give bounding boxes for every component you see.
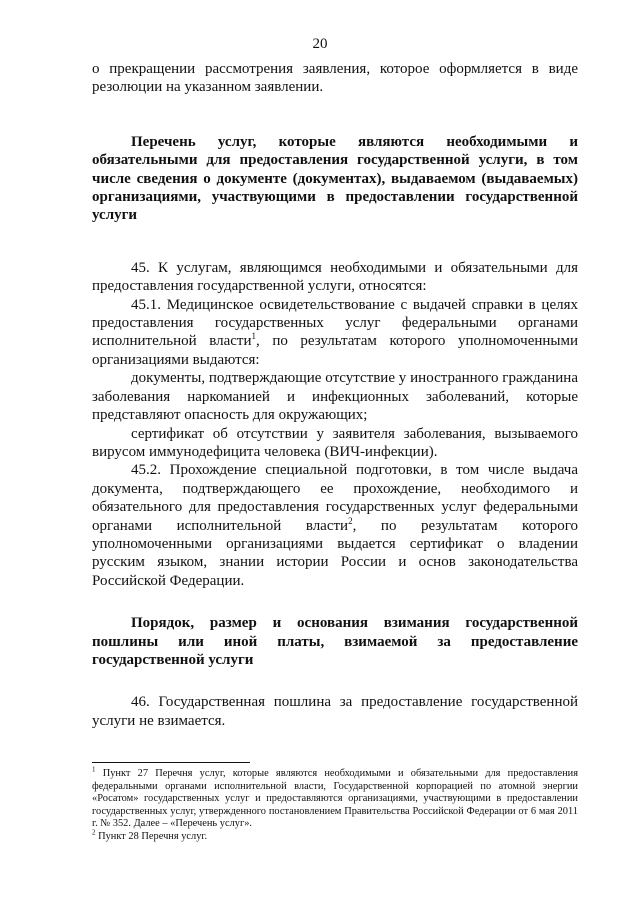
footnote-ref-2: 2 bbox=[348, 515, 353, 526]
paragraph-45-1-certificate: сертификат об отсутствии у заявителя заболевания, вызываемого вирусом иммунодефицита человека (ВИЧ-инфекции). bbox=[92, 425, 578, 460]
footnote-divider bbox=[92, 762, 250, 763]
paragraph-45: 45. К услугам, являющимся необходимыми и обязательными для предоставления государственной услуги, относятся: bbox=[92, 259, 578, 295]
footnote-2-text: Пункт 28 Перечня услуг. bbox=[98, 830, 208, 842]
footnote-1-text: Пункт 27 Перечня услуг, которые являются необходимыми и обязательными для предоставления федеральными органами исполнительной власти, Государственной корпорацией по атомной энергии «Росатом» государственных услуг и предоставляются организациями, участвующими в предоставлении государственных услуг, утвержденного постановлением Правительства Российской Федерации от 6 мая 2011 г. № 352. Далее – «Перечень услуг». bbox=[92, 768, 578, 830]
paragraph-45-1-text-cont: , по результатам которого уполномоченными организациями выдаются: bbox=[92, 333, 578, 368]
footnote-1 bbox=[92, 765, 578, 831]
paragraph-46: 46. Государственная пошлина за предоставление государственной услуги не взимается. bbox=[92, 694, 578, 729]
document-body bbox=[92, 60, 578, 730]
footnotes bbox=[92, 765, 578, 844]
page-number: 20 bbox=[312, 36, 328, 52]
footnote-2 bbox=[92, 828, 578, 844]
paragraph-continuation: о прекращении рассмотрения заявления, которое оформляется в виде резолюции на указанном заявлении. bbox=[92, 61, 578, 96]
paragraph-45-1 bbox=[92, 296, 578, 370]
footnote-ref-1: 1 bbox=[251, 331, 256, 342]
paragraph-45-2 bbox=[92, 461, 578, 590]
paragraph-45-2-text: 45.2. Прохождение специальной подготовки, в том числе выдача документа, подтверждающего ее прохождение, необходимого и обязательного для предоставления государственных услуг федеральными органами исполнительной власти bbox=[92, 462, 578, 534]
section-heading-services: Перечень услуг, которые являются необходимыми и обязательными для предоставления государственной услуги, в том числе сведения о документе (документах), выдаваемом (выдаваемых) организациями, участвующими в предоставлении государственной услуги bbox=[92, 133, 578, 224]
paragraph-45-2-text-cont: , по результатам которого уполномоченными организациями выдается сертификат о владении русским языком, знании истории России и основ законодательства Российской Федерации. bbox=[92, 517, 579, 589]
footnote-2-mark: 2 bbox=[92, 828, 96, 837]
paragraph-45-1-text: 45.1. Медицинское освидетельствование с выдачей справки в целях предоставления государственных услуг федеральными органами исполнительной власти bbox=[92, 296, 578, 350]
section-heading-fee: Порядок, размер и основания взимания государственной пошлины или иной платы, взимаемой за предоставление государственной услуги bbox=[92, 615, 578, 668]
footnote-1-mark: 1 bbox=[92, 765, 96, 774]
paragraph-45-1-documents: документы, подтверждающие отсутствие у иностранного гражданина заболевания наркоманией и инфекционных заболеваний, которые представляют опасность для окружающих; bbox=[92, 370, 578, 424]
